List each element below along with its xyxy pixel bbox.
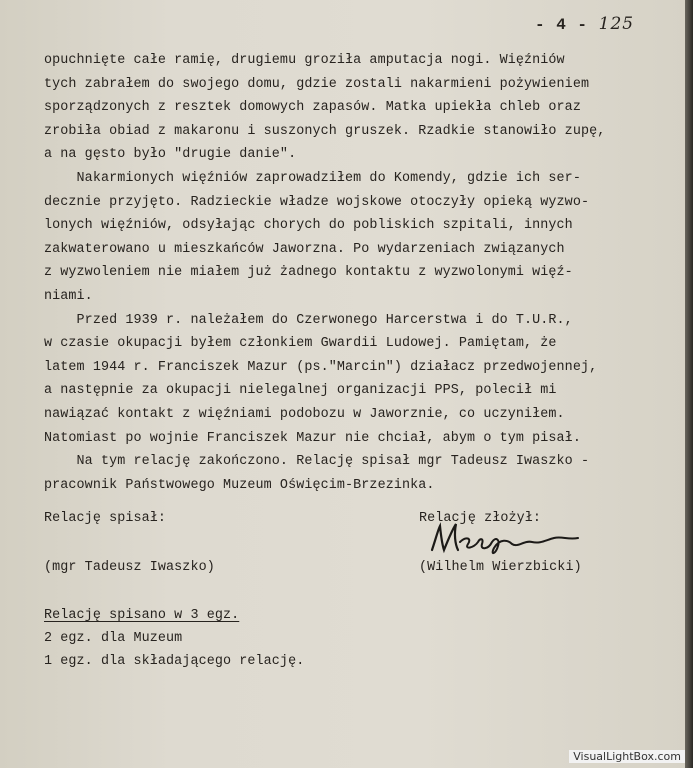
watermark: VisualLightBox.com [569, 750, 685, 763]
body-line: Na tym relację zakończono. Relację spisał mgr Tadeusz Iwaszko - [44, 454, 590, 470]
body-line: sporządzonych z resztek domowych zapasów. Matka upiekła chleb oraz [44, 100, 581, 116]
archive-number-handwritten: 125 [598, 14, 635, 34]
body-line: Natomiast po wojnie Franciszek Mazur nie chciał, abym o tym pisał. [44, 430, 581, 446]
body-line: latem 1944 r. Franciszek Mazur (ps."Marcin") działacz przedwojennej, [44, 359, 598, 375]
recorder-label: Relację spisał: [44, 511, 167, 526]
body-line: Przed 1939 r. należałem do Czerwonego Harcerstwa i do T.U.R., [44, 312, 573, 328]
witness-label: Relację złożył: [419, 511, 542, 526]
page-number [535, 14, 634, 34]
body-line: zakwaterowano u mieszkańców Jaworzna. Po wydarzeniach związanych [44, 241, 565, 257]
body-line: zrobiła obiad z makaronu i suszonych gruszek. Rzadkie stanowiło zupę, [44, 123, 606, 139]
body-line: lonych więźniów, odsyłając chorych do pobliskich szpitali, innych [44, 218, 573, 234]
page-number-typed: - 4 - [535, 16, 589, 34]
body-line: Nakarmionych więźniów zaprowadziłem do Komendy, gdzie ich ser- [44, 171, 581, 186]
body-line: a następnie za okupacji nielegalnej organizacji PPS, polecił mi [44, 383, 557, 399]
witness-name: (Wilhelm Wierzbicki) [419, 560, 582, 575]
body-line: a na gęsto było "drugie danie". [44, 147, 297, 163]
body-line: nawiązać kontakt z więźniami podobozu w Jaworznie, co uczyniłem. [44, 407, 565, 422]
body-line: tych zabrałem do swojego domu, gdzie zostali nakarmieni pożywieniem [44, 76, 590, 92]
copies-item: 2 egz. dla Muzeum [44, 631, 183, 646]
body-line: opuchnięte całe ramię, drugiemu groziła amputacja nogi. Więźniów [44, 53, 565, 68]
body-line: z wyzwoleniem nie miałem już żadnego kontaktu z wyzwolonymi więź- [44, 265, 573, 281]
body-line: decznie przyjęto. Radzieckie władze wojskowe otoczyły opieką wyzwo- [44, 194, 590, 210]
recorder-name: (mgr Tadeusz Iwaszko) [44, 560, 215, 575]
body-line: w czasie okupacji byłem członkiem Gwardii Ludowej. Pamiętam, że [44, 336, 557, 352]
page-edge-shadow [685, 0, 693, 768]
copies-heading: Relację spisano w 3 egz. [44, 608, 240, 623]
body-line: niami. [44, 289, 93, 304]
body-line: pracownik Państwowego Muzeum Oświęcim-Brzezinka. [44, 477, 435, 493]
copies-item: 1 egz. dla składającego relację. [44, 654, 305, 669]
handwritten-signature-icon [428, 520, 588, 558]
